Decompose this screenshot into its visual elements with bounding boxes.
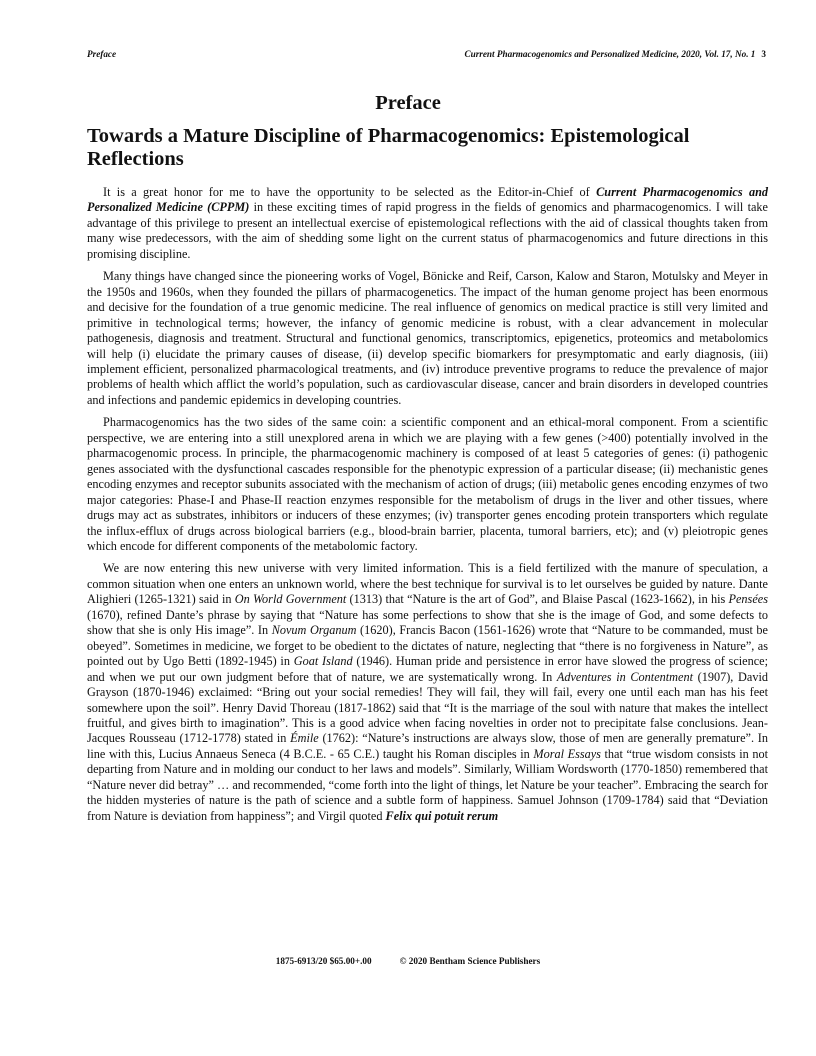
journal-name: Current Pharmacogenomics and Personalized Medicine (CPPM) — [87, 185, 769, 215]
book-title-world-government: On World Government — [234, 592, 347, 607]
book-title-novum-organum: Novum Organum — [271, 623, 357, 638]
section-title: Preface — [375, 92, 441, 114]
paragraph-4-text-a: We are now entering this new universe with very limited information. This is a field fertilized with the manure of speculation, a common situation when one enters an unknown world, where the best technique for survival is to let ourselves be guided by nature. Dante Alighieri (1265-1321) said in — [87, 561, 768, 607]
header-journal-citation — [464, 49, 766, 59]
book-title-moral-essays: Moral Essays — [533, 746, 601, 761]
article-title: Towards a Mature Discipline of Pharmacogenomics: Epistemological Reflections — [87, 125, 690, 170]
header-journal-info: Current Pharmacogenomics and Personalized Medicine, 2020, Vol. 17, No. 1 — [464, 49, 756, 59]
book-title-adventures-in-contentment: Adventures in Contentment — [556, 669, 693, 684]
paragraph-1-text-a: It is a great honor for me to have the opportunity to be selected as the Editor-in-Chief of — [103, 185, 597, 199]
book-title-goat-island: Goat Island — [293, 654, 353, 669]
paragraph-4-text-b: (1313) that “Nature is the art of God”, and Blaise Pascal (1623-1662), in his — [346, 592, 729, 607]
header-page-number: 3 — [761, 49, 766, 59]
article-body — [87, 185, 768, 831]
paragraph-4-text-g: (1762): “Nature’s instructions are always slow, those of men are generally premature”. In line with this, Lucius Annaeus Seneca (4 B.C.E. - 65 C.E.) taught his Roman disciples in — [87, 731, 769, 761]
paragraph-4-text-e: (1946). Human pride and persistence in error have slowed the progress of science; and when we put our own judgment before that of nature, we are systematically wrong. In — [87, 654, 769, 684]
footer-issn-price: 1875-6913/20 $65.00+.00 — [275, 956, 372, 966]
book-title-pensees: Pensées — [728, 592, 768, 607]
paragraph-4 — [87, 561, 768, 824]
paragraph-1-text-b: in these exciting times of rapid progress in the fields of genomics and pharmacogenomics. I will take advantage of this privilege to present an intellectual exercise of epistemological reflections with the aid of classical thoughts taken from many wise predecessors, with the aim of shedding some light on the current status of pharmacogenomics and future directions in this promising discipline. — [87, 200, 768, 261]
latin-quote: Felix qui potuit rerum — [385, 808, 499, 823]
footer-copyright: © 2020 Bentham Science Publishers — [399, 956, 541, 966]
paragraph-4-text-h: that “true wisdom consists in not departing from Nature and in molding our conduct to her laws and models”. Similarly, William Wordsworth (1770-1850) remembered that “Nature never did betray” … and recommended, “come forth into the light of things, let Nature be your teacher”. Embracing the search for the hidden mysteries of nature is the path of science and a subtle form of happiness. Samuel Johnson (1709-1784) said that “Deviation from Nature is deviation from happiness”; and Virgil quoted — [87, 746, 768, 823]
page-footer — [0, 956, 816, 966]
book-title-emile: Émile — [290, 731, 319, 746]
paragraph-1 — [87, 185, 768, 262]
paragraph-4-text-d: (1620), Francis Bacon (1561-1626) wrote that “Nature to be commanded, must be obeyed”. Sometimes in medicine, we forget to be obedient to the dictates of nature, neglecting that “there is no forgiveness in Nature”, as pointed out by Ugo Betti (1892-1945) in — [87, 623, 768, 669]
header-section-label: Preface — [87, 49, 117, 59]
paragraph-2: Many things have changed since the pioneering works of Vogel, Bönicke and Reif, Carson, Kalow and Staron, Motulsky and Meyer in the 1950s and 1960s, when they founded the pillars of pharmacogenetics. The impact of the human genome project has been enormous and decisive for the foundation of a true genomic medicine. The real influence of genomics on medical practice is still very limited and primitive in technological terms; however, the infancy of genomic medicine is robust, with a clear advancement in molecular pathogenesis, diagnosis and treatment. Structural and functional genomics, transcriptomics, epigenetics, proteomics and metabolomics will help (i) elucidate the primary causes of disease, (ii) develop specific biomarkers for presymptomatic and early diagnosis, (iii) implement efficient, personalized pharmacological treatments, and (iv) introduce preventive programs to reduce the prevalence of major problems of health which afflict the world’s population, such as cardiovascular disease, cancer and brain disorders in developed countries and infections and pandemic epidemics in developing countries. — [87, 269, 768, 407]
paragraph-4-text-c: (1670), refined Dante’s phrase by saying that “Nature has some perfections to show that she is the image of God, and some defects to show that she is only His image”. In — [87, 607, 768, 638]
paragraph-3: Pharmacogenomics has the two sides of the same coin: a scientific component and an ethical-moral component. From a scientific perspective, we are entering into a still unexplored arena in which we are playing with a few genes (>400) potentially involved in the pharmacogenomic process. In principle, the pharmacogenomic machinery is composed of at least 5 categories of genes: (i) pathogenic genes associated with the dysfunctional cascades responsible for the phenotypic expression of a particular disease; (ii) mechanistic genes encoding enzymes and receptor subunits associated with the mechanism of action of drugs; (iii) metabolic genes encoding enzymes of two major categories: Phase-I and Phase-II reaction enzymes responsible for the metabolism of drugs in the liver and other tissues, where drugs may act as substrates, inhibitors or inducers of these enzymes; (iv) transporter genes encoding protein transporters which regulate the influx-efflux of drugs across biological barriers (e.g., blood-brain barrier, placenta, tumoral barriers, etc); and (v) pleiotropic genes which encode for different components of the metabolomic factory. — [87, 415, 768, 553]
running-header — [87, 49, 766, 63]
paragraph-4-text-f: (1907), David Grayson (1870-1946) exclaimed: “Bring out your social remedies! They will fail, they will fail, every one until each man has his feet somewhere upon the soil”. Henry David Thoreau (1817-1862) said that “It is the marriage of the soul with nature that makes the intellect fruitful, and gives birth to imagination”. This is a good advice when facing novelties in order not to precipitate false conclusions. Jean-Jacques Rousseau (1712-1778) stated in — [87, 669, 768, 746]
